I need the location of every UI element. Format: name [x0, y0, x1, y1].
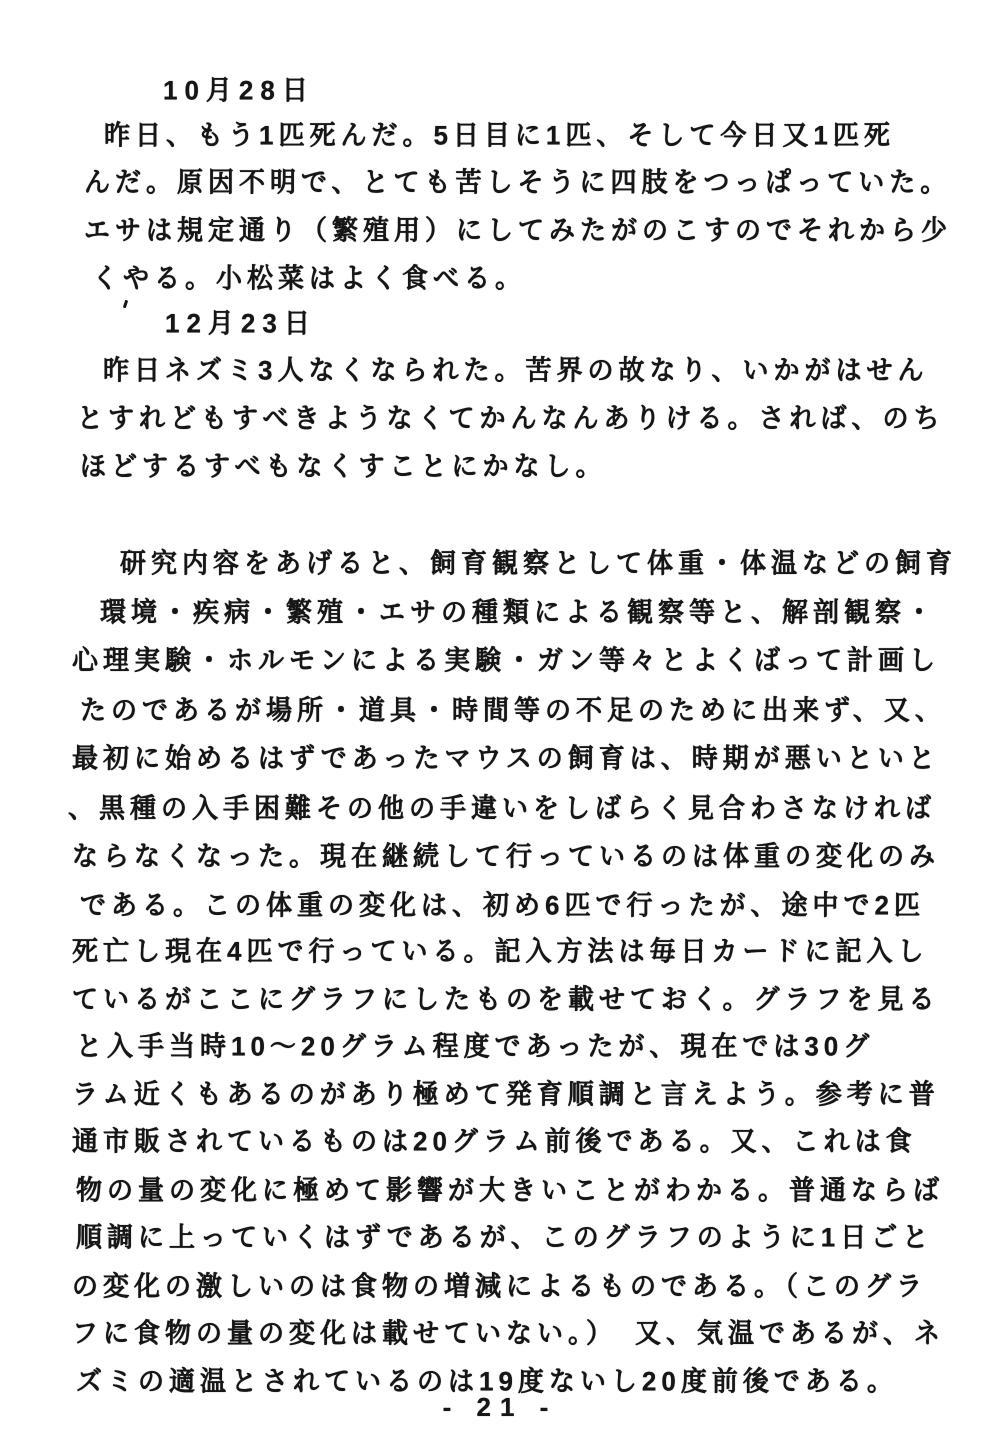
text-line: エサは規定通り（繁殖用）にしてみたがのこすのでそれから少 — [84, 214, 953, 246]
date-heading-dec23: 12月23日 — [165, 307, 317, 339]
text-line: たのであるが場所・道具・時間等の不足のために出来ず、又、 — [80, 694, 946, 726]
text-line: 、黒種の入手困難その他の手違いをしばらく見合わさなければ — [68, 792, 937, 824]
text-line: 最初に始めるはずであったマウスの飼育は、時期が悪いといと — [72, 742, 940, 774]
stray-ink-mark — [123, 300, 128, 309]
text-line: ほどするすべもなくすことにかなし。 — [80, 450, 607, 482]
text-line: ズミの適温とされているのは19度ないし20度前後である。 — [76, 1365, 898, 1397]
text-line: 心理実験・ホルモンによる実験・ガン等々とよくばって計画し — [72, 644, 941, 676]
text-line: 環境・疾病・繁殖・エサの種類による観察等と、解剖観察・ — [100, 596, 938, 628]
text-line: とすれどもすべきようなくてかんなんありける。されば、のち — [77, 402, 945, 434]
text-line: 順調に上っていくはずであるが、このグラフのように1日ごと — [76, 1221, 934, 1253]
text-line: んだ。原因不明で、とても苦しそうに四肢をつっぱっていた。 — [84, 166, 952, 198]
text-line: である。この体重の変化は、初め6匹で行ったが、途中で2匹 — [80, 889, 925, 921]
text-line: ラム近くもあるのがあり極めて発育順調と言えよう。参考に普 — [72, 1078, 940, 1110]
text-line: 研究内容をあげると、飼育観察として体重・体温などの飼育 — [120, 547, 958, 579]
text-line: ているがここにグラフにしたものを載せておく。グラフを見る — [72, 983, 940, 1015]
text-line: 昨日ネズミ3人なくなられた。苦界の故なり、いかがはせん — [103, 354, 929, 386]
text-line: 死亡し現在4匹で行っている。記入方法は毎日カードに記入し — [72, 935, 929, 967]
text-line: フに食物の量の変化は載せていない。） 又、気温であるが、ネ — [72, 1317, 946, 1349]
text-line: 昨日、もう1匹死んだ。5日目に1匹、そして今日又1匹死 — [104, 119, 895, 151]
date-heading-oct28: 10月28日 — [163, 74, 315, 106]
page-number: - 21 - — [442, 1392, 558, 1422]
text-line: の変化の激しいのは食物の増減によるものである。（このグラ — [72, 1270, 928, 1302]
text-line: くやる。小松菜はよく食べる。 — [92, 262, 527, 294]
text-line: 物の量の変化に極めて影響が大きいことがわかる。普通ならば — [76, 1174, 945, 1206]
text-line: と入手当時10～20グラム程度であったが、現在では30グ — [76, 1030, 875, 1062]
text-line: ならなくなった。現在継続して行っているのは体重の変化のみ — [72, 840, 941, 872]
text-line: 通市販されているものは20グラム前後である。又、これは食 — [72, 1125, 917, 1157]
